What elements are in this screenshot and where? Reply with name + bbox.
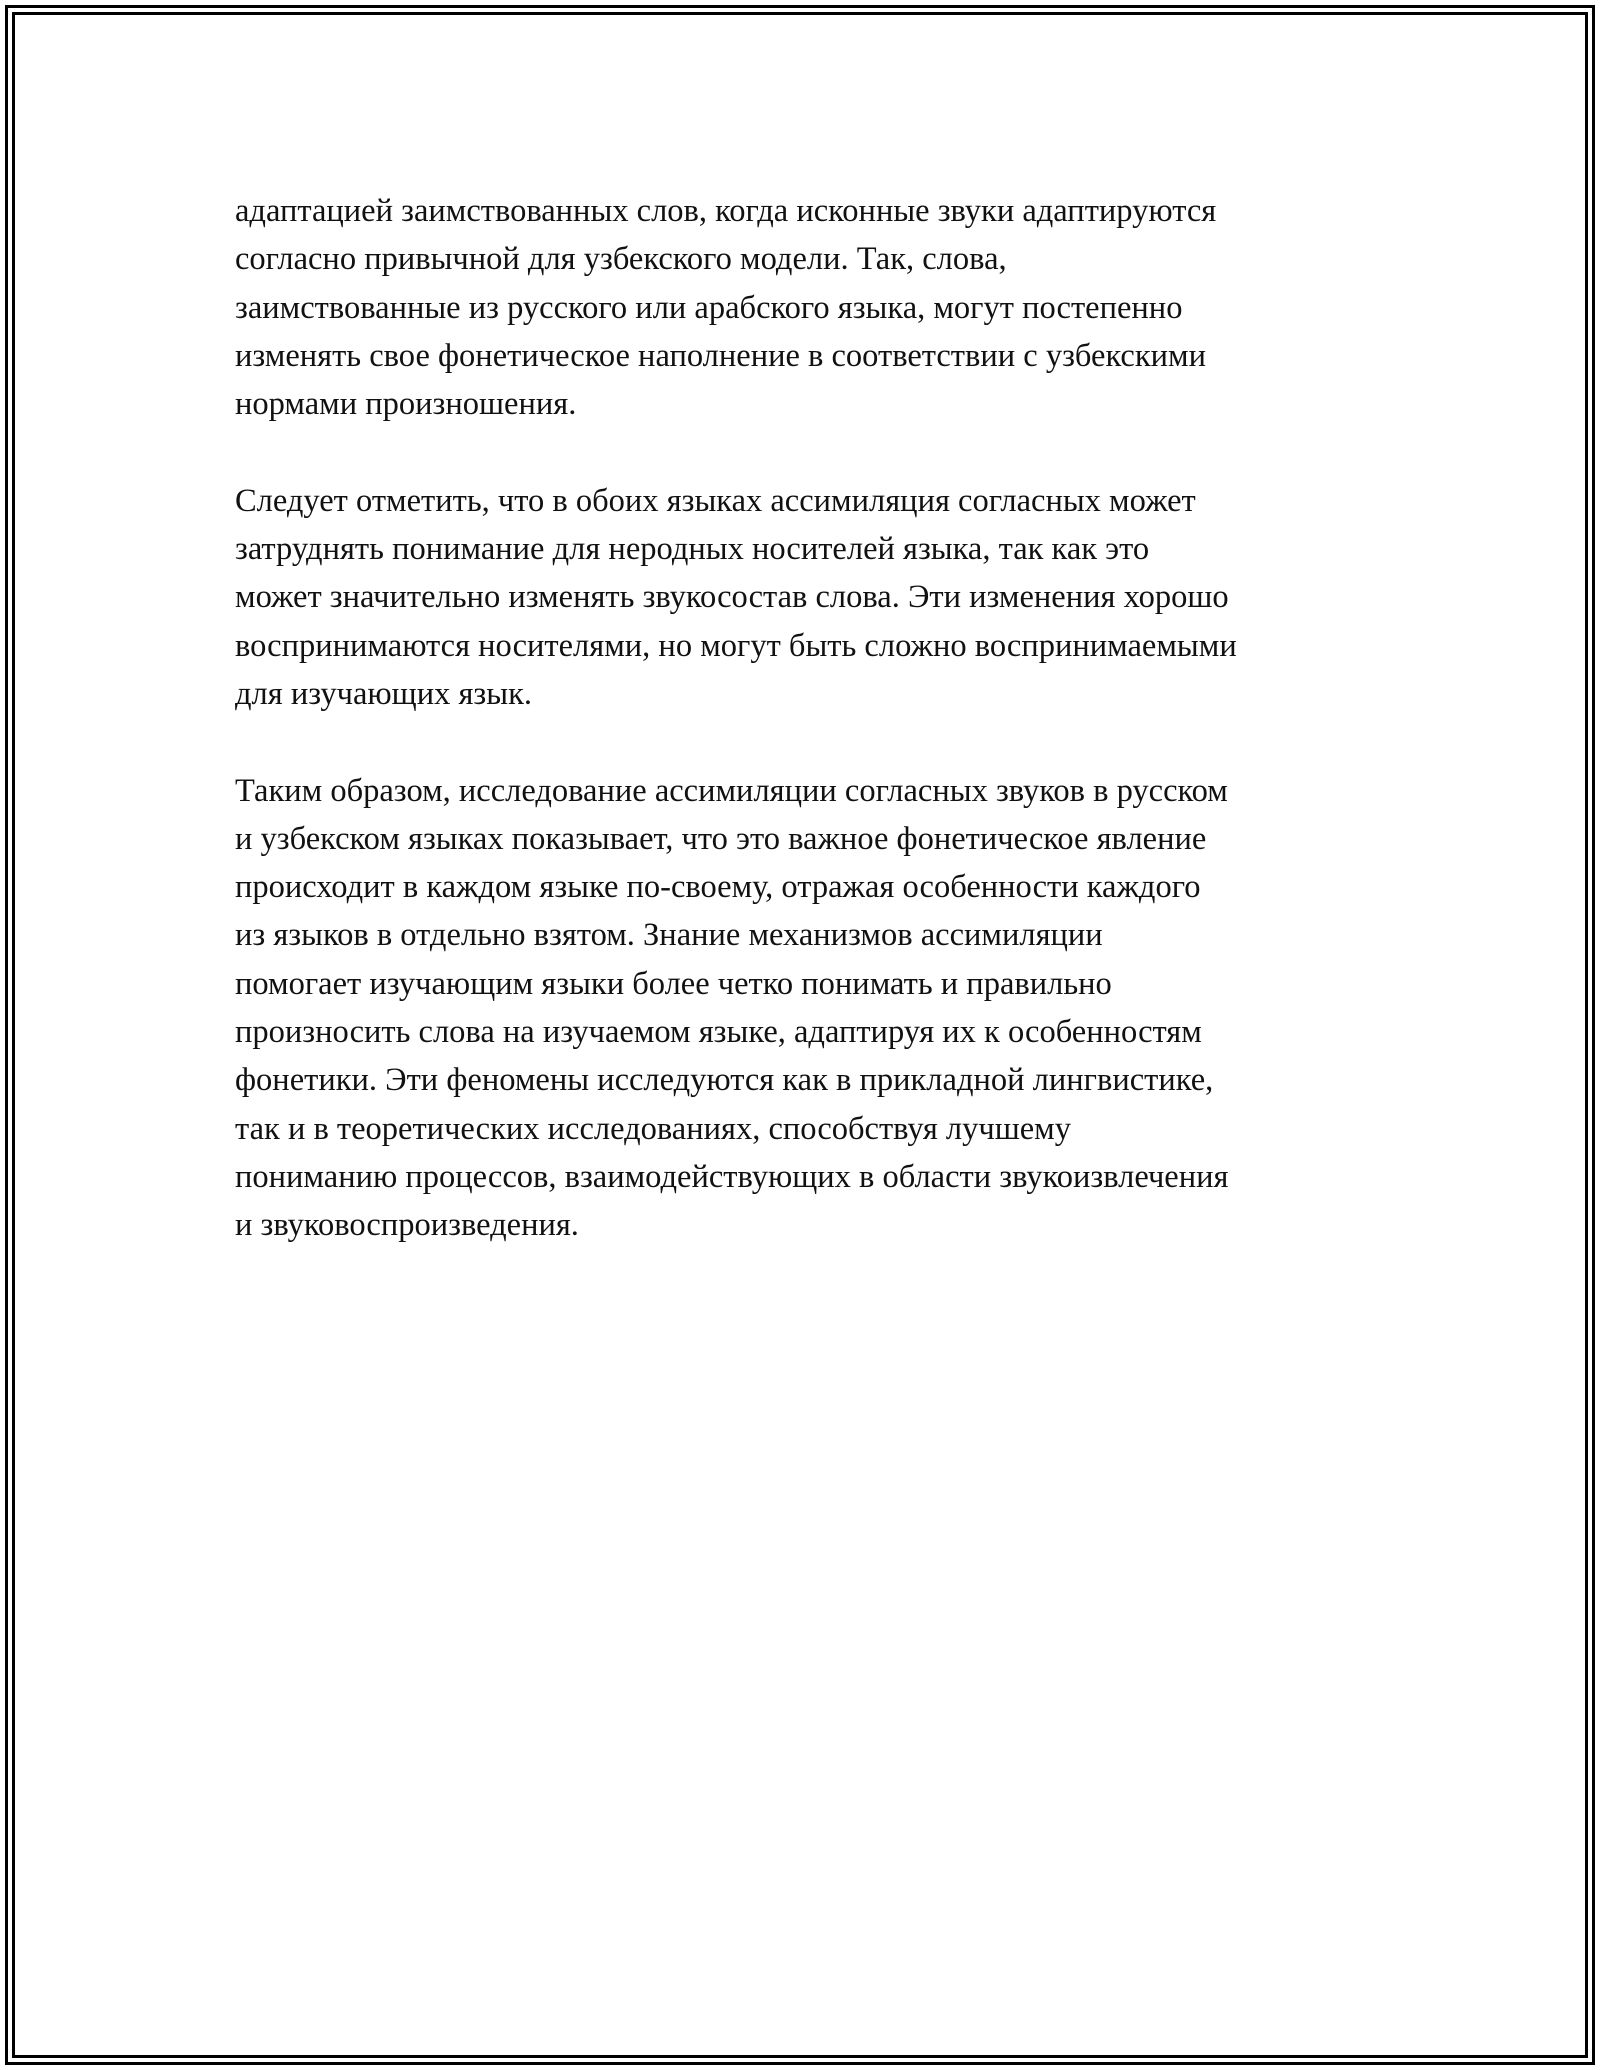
text-line: заимствованные из русского или арабского языка, могут постепенно	[235, 289, 1183, 326]
document-body	[235, 187, 1375, 1250]
text-line: адаптацией заимствованных слов, когда исконные звуки адаптируются	[235, 193, 1217, 229]
text-line: согласно привычной для узбекского модели. Так, слова,	[235, 241, 1007, 278]
text-line: затруднять понимание для неродных носителей языка, так как это	[235, 531, 1150, 568]
text-line: изменять свое фонетическое наполнение в соответствии с узбекскими	[235, 337, 1206, 374]
paragraph-3	[235, 767, 1375, 1250]
text-line: и узбекском языках показывает, что это важное фонетическое явление	[235, 820, 1207, 857]
text-line: и звуковоспроизведения.	[235, 1207, 579, 1244]
text-line: нормами произношения.	[235, 386, 577, 423]
text-line: так и в теоретических исследованиях, способствуя лучшему	[235, 1110, 1072, 1147]
text-line: для изучающих язык.	[235, 675, 533, 712]
paragraph-1	[235, 187, 1375, 428]
text-line: фонетики. Эти феномены исследуются как в прикладной лингвистике,	[235, 1062, 1214, 1099]
text-line: воспринимаются носителями, но могут быть сложно воспринимаемыми	[235, 627, 1237, 664]
text-line: Таким образом, исследование ассимиляции согласных звуков в русском	[235, 772, 1228, 809]
text-line: произносить слова на изучаемом языке, адаптируя их к особенностям	[235, 1014, 1202, 1051]
text-line: из языков в отдельно взятом. Знание механизмов ассимиляции	[235, 917, 1103, 954]
text-line: пониманию процессов, взаимодействующих в области звукоизвлечения	[235, 1158, 1229, 1195]
text-line: помогает изучающим языки более четко понимать и правильно	[235, 965, 1112, 1002]
paragraph-2	[235, 477, 1375, 718]
text-line: происходит в каждом языке по-своему, отражая особенности каждого	[235, 869, 1201, 906]
text-line: Следует отметить, что в обоих языках ассимиляция согласных может	[235, 482, 1196, 519]
text-line: может значительно изменять звукосостав слова. Эти изменения хорошо	[235, 579, 1229, 616]
